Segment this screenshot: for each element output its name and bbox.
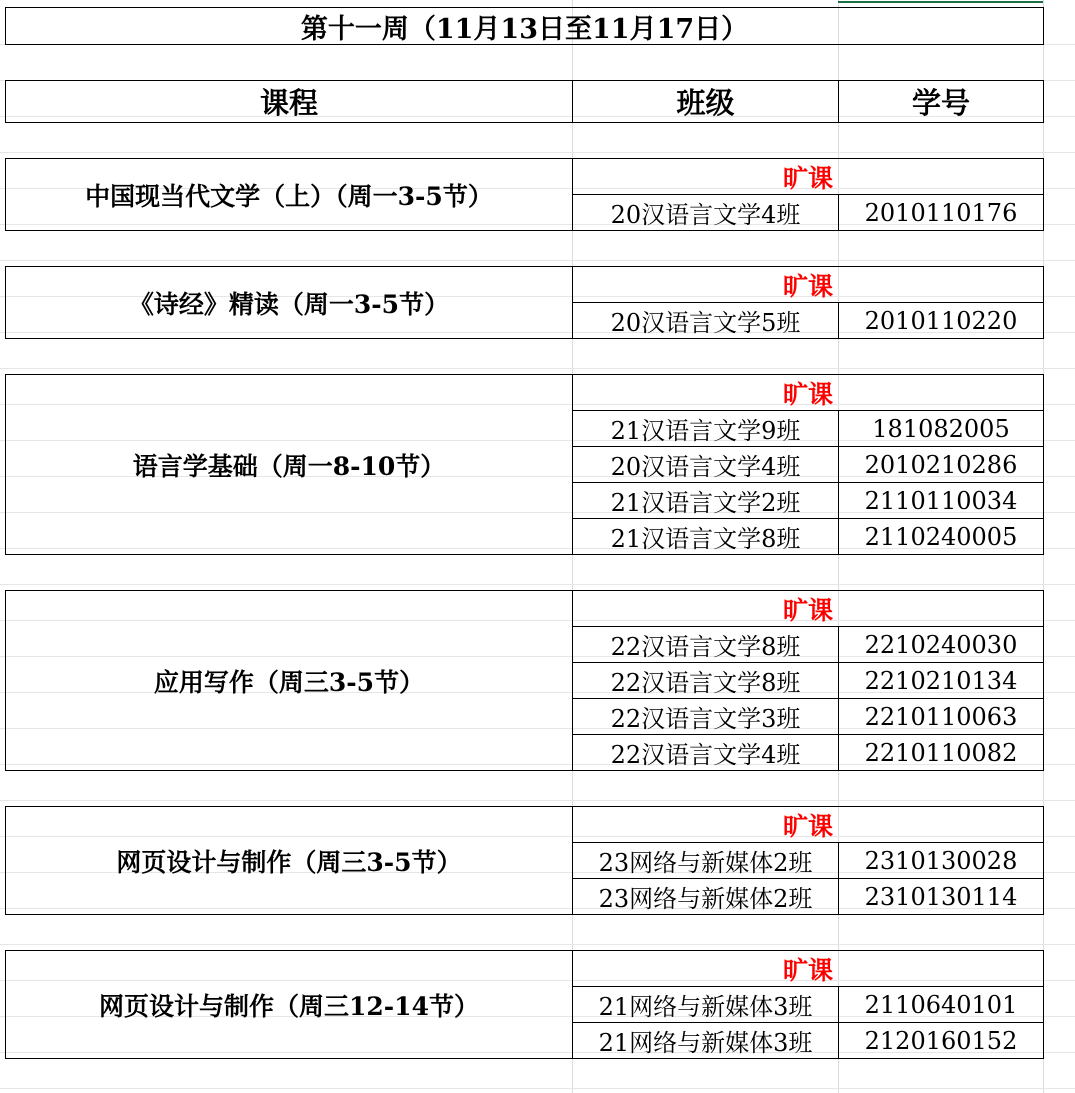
- class-name-cell: 21网络与新媒体3班: [572, 1022, 839, 1059]
- absence-status-label: 旷课: [572, 950, 1044, 987]
- absence-status-label: 旷课: [572, 266, 1044, 303]
- student-id-cell: 2310130114: [838, 878, 1044, 915]
- grid-row-line: [0, 152, 1075, 153]
- absence-status-label: 旷课: [572, 590, 1044, 627]
- class-name-cell: 23网络与新媒体2班: [572, 878, 839, 915]
- student-id-cell: 2210110082: [838, 734, 1044, 771]
- student-id-cell: 2010210286: [838, 446, 1044, 483]
- grid-row-line: [0, 260, 1075, 261]
- student-id-cell: 181082005: [838, 410, 1044, 447]
- column-header-course: 课程: [5, 80, 573, 123]
- student-id-cell: 2110240005: [838, 518, 1044, 555]
- class-name-cell: 20汉语言文学5班: [572, 302, 839, 339]
- student-id-cell: 2210210134: [838, 662, 1044, 699]
- class-name-cell: 22汉语言文学8班: [572, 662, 839, 699]
- page-title: [5, 7, 1044, 45]
- class-name-cell: 20汉语言文学4班: [572, 194, 839, 231]
- absence-status-label: 旷课: [572, 374, 1044, 411]
- class-name-cell: 21汉语言文学9班: [572, 410, 839, 447]
- grid-row-line: [0, 584, 1075, 585]
- class-name-cell: 20汉语言文学4班: [572, 446, 839, 483]
- class-name-cell: 22汉语言文学3班: [572, 698, 839, 735]
- class-name-cell: 23网络与新媒体2班: [572, 842, 839, 879]
- grid-row-line: [0, 1088, 1075, 1089]
- student-id-cell: 2110640101: [838, 986, 1044, 1023]
- course-name-cell: 应用写作（周三3-5节）: [5, 590, 573, 771]
- grid-row-line: [0, 944, 1075, 945]
- grid-row-line: [0, 800, 1075, 801]
- student-id-cell: 2010110220: [838, 302, 1044, 339]
- course-name-cell: 网页设计与制作（周三12-14节）: [5, 950, 573, 1059]
- absence-status-label: 旷课: [572, 158, 1044, 195]
- cell-selection-indicator: [838, 1, 1043, 3]
- absence-status-label: 旷课: [572, 806, 1044, 843]
- class-name-cell: 21汉语言文学8班: [572, 518, 839, 555]
- column-header-class: 班级: [572, 80, 839, 123]
- class-name-cell: 21汉语言文学2班: [572, 482, 839, 519]
- course-name-cell: 《诗经》精读（周一3-5节）: [5, 266, 573, 339]
- class-name-cell: 22汉语言文学4班: [572, 734, 839, 771]
- column-header-student-id: 学号: [838, 80, 1044, 123]
- student-id-cell: 2120160152: [838, 1022, 1044, 1059]
- page-title-text: 第十一周（11月13日至11月17日）: [300, 13, 749, 45]
- class-name-cell: 22汉语言文学8班: [572, 626, 839, 663]
- class-name-cell: 21网络与新媒体3班: [572, 986, 839, 1023]
- course-name-cell: 网页设计与制作（周三3-5节）: [5, 806, 573, 915]
- student-id-cell: 2210240030: [838, 626, 1044, 663]
- course-name-cell: 语言学基础（周一8-10节）: [5, 374, 573, 555]
- student-id-cell: 2310130028: [838, 842, 1044, 879]
- student-id-cell: 2010110176: [838, 194, 1044, 231]
- student-id-cell: 2210110063: [838, 698, 1044, 735]
- course-name-cell: 中国现当代文学（上）（周一3-5节）: [5, 158, 573, 231]
- grid-row-line: [0, 368, 1075, 369]
- student-id-cell: 2110110034: [838, 482, 1044, 519]
